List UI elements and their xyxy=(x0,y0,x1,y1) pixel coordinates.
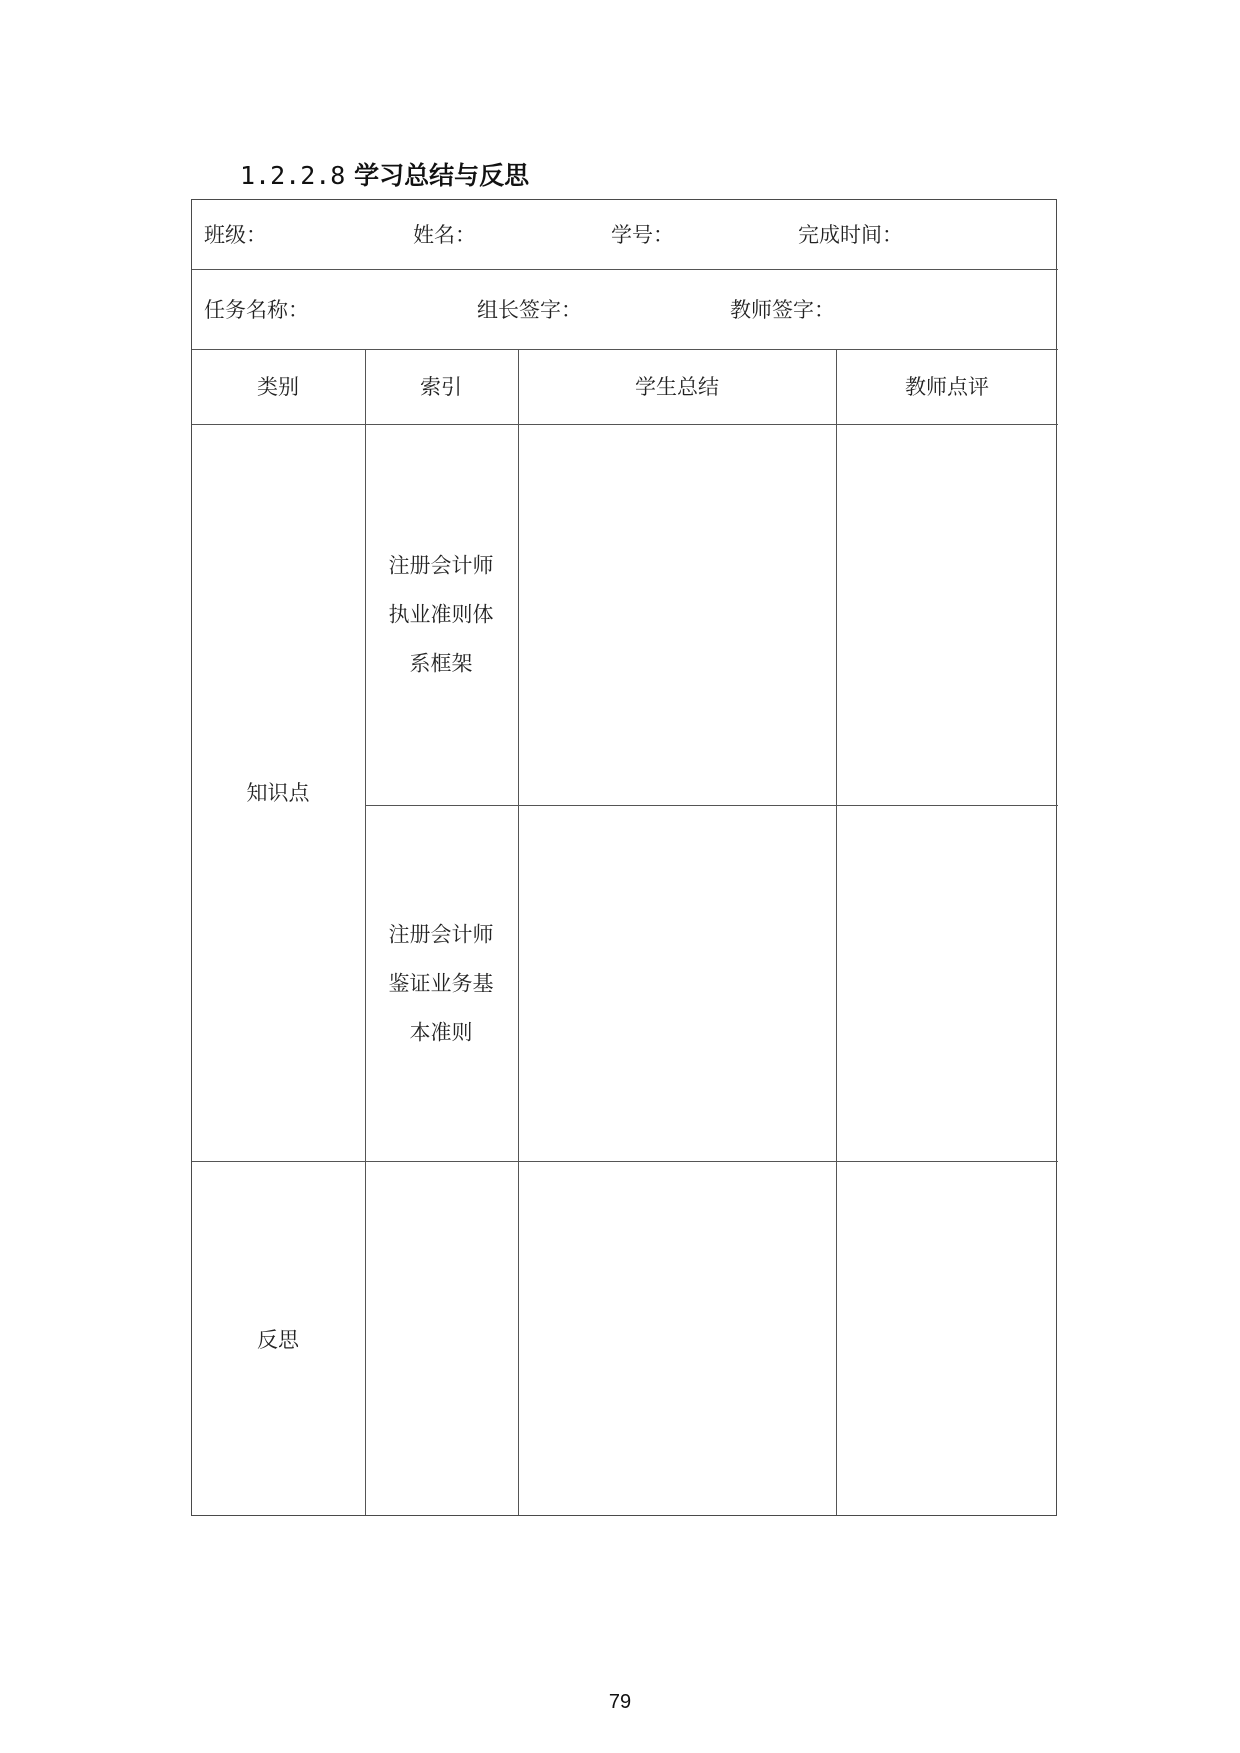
header-category: 类别 xyxy=(257,375,299,399)
knowledge-index-2-line-3: 本准则 xyxy=(409,1020,473,1045)
header-teacher-comment: 教师点评 xyxy=(905,375,989,399)
row-divider-info xyxy=(192,269,1058,270)
knowledge-index-1-line-1: 注册会计师 xyxy=(388,553,494,578)
completion-time-label: 完成时间： xyxy=(798,223,903,247)
row-divider-header xyxy=(192,349,1058,350)
knowledge-index-2-line-1: 注册会计师 xyxy=(388,922,494,947)
page-number: 79 xyxy=(608,1691,632,1713)
teacher-signature-field[interactable] xyxy=(730,295,835,325)
class-label: 班级： xyxy=(204,223,267,247)
section-title: 学习总结与反思 xyxy=(354,161,530,190)
knowledge-index-1-line-3: 系框架 xyxy=(409,651,473,676)
task-name-field[interactable] xyxy=(204,295,309,325)
knowledge-1-teacher-comment-cell[interactable] xyxy=(837,425,1057,805)
section-heading xyxy=(240,156,529,196)
student-id-label: 学号： xyxy=(611,223,674,247)
knowledge-1-student-summary-cell[interactable] xyxy=(519,425,836,805)
reflection-student-summary-cell[interactable] xyxy=(519,1162,836,1515)
completion-time-field[interactable] xyxy=(798,220,903,250)
teacher-signature-label: 教师签字： xyxy=(730,298,835,322)
student-id-field[interactable] xyxy=(611,220,674,250)
class-field[interactable] xyxy=(204,220,267,250)
reflection-index-cell[interactable] xyxy=(366,1162,518,1515)
name-label: 姓名： xyxy=(413,223,476,247)
knowledge-index-2-line-2: 鉴证业务基 xyxy=(388,971,494,996)
knowledge-index-1 xyxy=(389,542,494,689)
category-reflection: 反思 xyxy=(257,1328,299,1352)
name-field[interactable] xyxy=(413,220,476,250)
reflection-teacher-comment-cell[interactable] xyxy=(837,1162,1057,1515)
leader-signature-label: 组长签字： xyxy=(477,298,582,322)
leader-signature-field[interactable] xyxy=(477,295,582,325)
knowledge-index-2 xyxy=(389,911,494,1058)
category-knowledge-points: 知识点 xyxy=(246,781,310,805)
header-index: 索引 xyxy=(420,375,462,399)
header-student-summary: 学生总结 xyxy=(635,375,719,399)
knowledge-2-teacher-comment-cell[interactable] xyxy=(837,806,1057,1161)
task-name-label: 任务名称： xyxy=(204,298,309,322)
summary-reflection-table xyxy=(191,199,1057,1516)
knowledge-2-student-summary-cell[interactable] xyxy=(519,806,836,1161)
section-number: 1.2.2.8 xyxy=(240,161,346,190)
knowledge-index-1-line-2: 执业准则体 xyxy=(388,602,494,627)
